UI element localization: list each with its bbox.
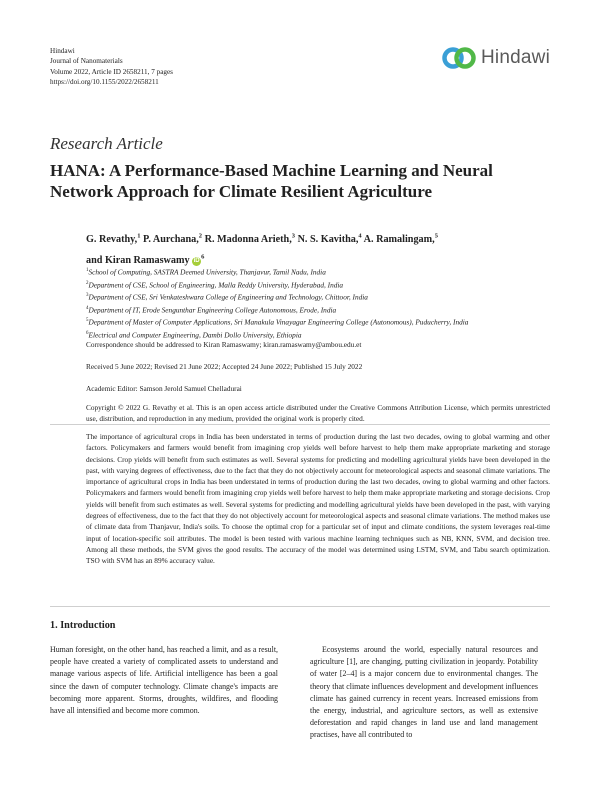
author: A. Ramalingam,$^5$ <box>363 233 438 246</box>
author-list <box>86 228 556 270</box>
logo-wordmark: Hindawi <box>481 47 550 68</box>
correspondence: Correspondence should be addressed to Kiran Ramaswamy; kiran.ramaswamy@ambou.edu.et <box>86 340 362 349</box>
publication-dates: Received 5 June 2022; Revised 21 June 2022; Accepted 24 June 2022; Published 15 July 2022 <box>86 362 363 371</box>
journal-name: Journal of Nanomaterials <box>50 57 123 66</box>
affiliation: $^6$Electrical and Computer Engineering, Dambi Dollo University, Ethiopia <box>86 330 302 339</box>
affiliation: $^5$Department of Master of Computer Applications, Sri Manakula Vinayagar Engineering College (Autonomous), Puducherry, India <box>86 317 469 327</box>
affiliation: $^1$School of Computing, SASTRA Deemed University, Thanjavur, Tamil Nadu, India <box>86 267 326 277</box>
author: P. Aurchana,$^2$ <box>143 233 203 246</box>
orcid-icon[interactable]: iD <box>193 258 200 265</box>
divider <box>50 424 550 425</box>
doi-link[interactable]: https://doi.org/10.1155/2022/2658211 <box>50 78 159 87</box>
copyright-notice: Copyright © 2022 G. Revathy et al. This is an open access article distributed under the Creative Commons Attribution License, which permits unrestricted use, distribution, and reproduction in any medium, provided the original work is properly cited. <box>86 403 550 423</box>
publisher-name: Hindawi <box>50 47 75 55</box>
author: R. Madonna Arieth,$^3$ <box>204 233 296 246</box>
hindawi-logo <box>441 46 550 70</box>
body-column-left: Human foresight, on the other hand, has reached a limit, and as a result, people have created a variety of complicated assets to understand and manage various aspects of life. Artificial intelligence has been a goal since the dawn of computer technology. Climate change's impacts are becoming more apparent. Storms, droughts, wildfires, and flooding have all intensified and become more common. <box>50 645 278 716</box>
journal-metadata <box>50 46 173 88</box>
section-heading: 1. Introduction <box>50 620 116 631</box>
abstract-text: The importance of agricultural crops in India has been understated in terms of production during the last two decades, owing to global warming and other factors. Policymakers and farmers would benefit from imagining crop yields well before harvest to help them make appropriate marketing and storage decisions. Crop yields will benefit from such estimates as well. Several systems for predicting and modelling agricultural yields have been developed in the past, with varying degrees of effectiveness, due to the fact that they do not objectively account for meteorological aspects and seasonal climate variations. The importance of agricultural crops in India has been understated in terms of production during the last two decades, owing to global warming and other factors. Policymakers and farmers would benefit from imagining crop yields well before harvest to help them make appropriate marketing and storage decisions. Crop yields will benefit from such estimates as well. Several systems for predicting and modelling agricultural yields have been developed in the past, with varying degrees of effectiveness, due to the fact that they do not objectively account for meteorological aspects and seasonal climate variations. The method makes use of climate data from Thanjavur, India's soils. To choose the optimal crop for a particular set of input and climate conditions, the system leverages real-time input of location-specific soil attributes. The model is been tested with various machine learning techniques such as NB, KNN, SVM, and decision tree. Among all these methods, the SVM gives the good results. The accuracy of the model was determined using LSTM, SVM, and Tabu search optimization. TSO with SVM has an 89% accuracy value. <box>86 432 550 566</box>
hindawi-rings-icon <box>441 46 477 70</box>
author: and Kiran Ramaswamy $iD^6$ <box>86 253 205 267</box>
article-type: Research Article <box>50 134 163 153</box>
academic-editor: Academic Editor: Samson Jerold Samuel Chelladurai <box>86 384 242 393</box>
author: N. S. Kavitha,$^4$ <box>297 233 362 246</box>
divider <box>50 606 550 607</box>
body-column-right: Ecosystems around the world, especially natural resources and agriculture [1], are changing, putting civilization in jeopardy. Potability of water [2–4] is a major concern due to environmental changes. The theory that climate influences development and development influences climate has gained currency in recent years. Increased emissions from the energy, industrial, and agriculture sectors, as well as extensive deforestation and rapid changes in land use and land management practises, have all contributed to <box>310 645 538 740</box>
paper-title: HANA: A Performance-Based Machine Learning and Neural Network Approach for Climate Resilient Agriculture <box>50 161 493 201</box>
volume-line: Volume 2022, Article ID 2658211, 7 pages <box>50 67 173 76</box>
affiliation: $^2$Department of CSE, School of Engineering, Malla Reddy University, Hyderabad, India <box>86 279 344 289</box>
affiliation: $^4$Department of IT, Erode Sengunthar Engineering College Autonomous, Erode, India <box>86 304 337 314</box>
affiliation-list <box>86 265 556 340</box>
author: G. Revathy,$^1$ <box>86 233 141 246</box>
affiliation: $^3$Department of CSE, Sri Venkateshwara College of Engineering and Technology, Chittoor, India <box>86 292 368 302</box>
